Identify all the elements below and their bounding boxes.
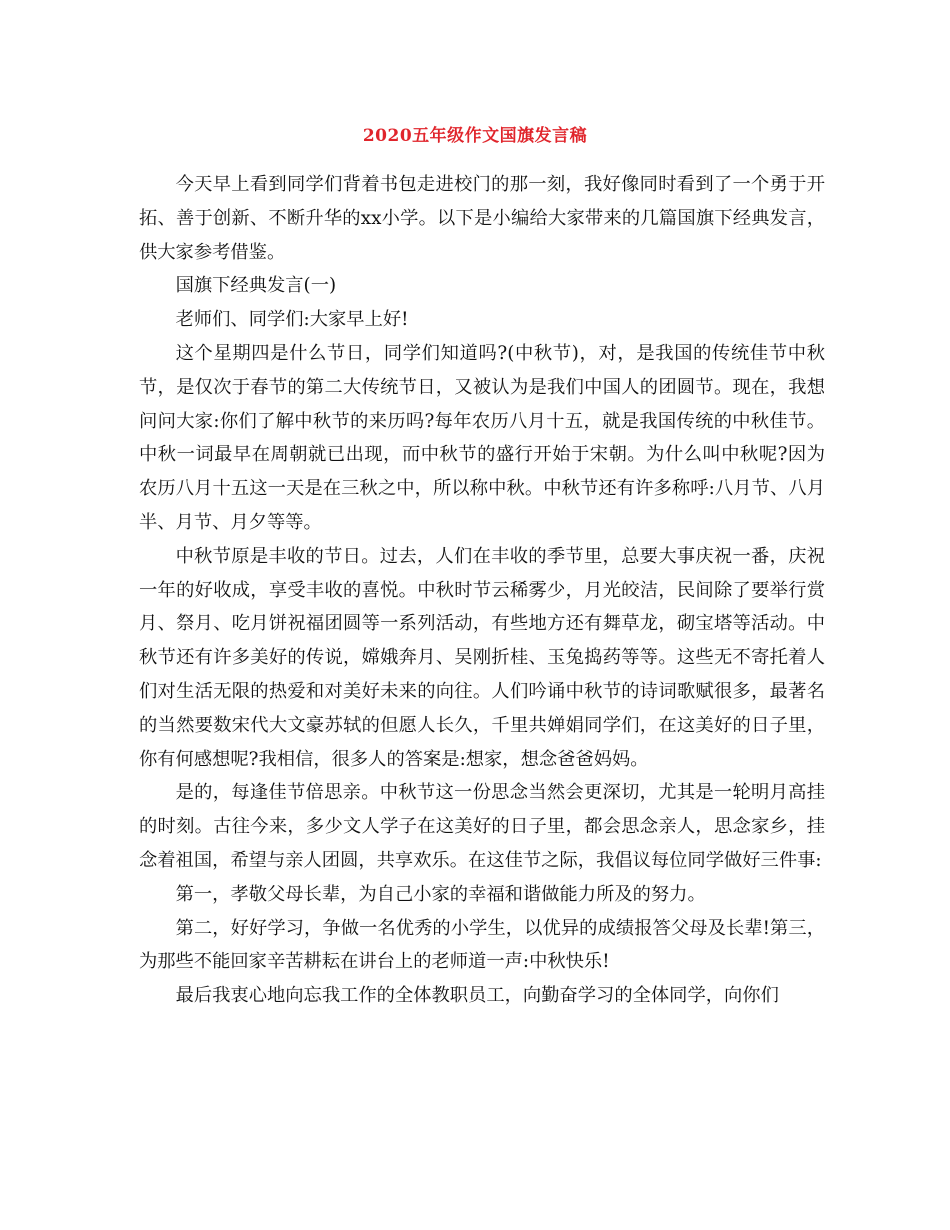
paragraph-mid-autumn-origin: 这个星期四是什么节日，同学们知道吗?(中秋节)，对，是我国的传统佳节中秋节，是仅次于春节的第二大传统节日，又被认为是我们中国人的团圆节。现在，我想问问大家:你们了解中秋节的来历吗?每年农历八月十五，就是我国传统的中秋佳节。中秋一词最早在周朝就已出现，而中秋节的盛行开始于宋朝。为什么叫中秋呢?因为农历八月十五这一天是在三秋之中，所以称中秋。中秋节还有许多称呼:八月节、八月半、月节、月夕等等。 (139, 342, 825, 533)
document-title: 2020五年级作文国旗发言稿 (362, 126, 588, 146)
paragraph-greeting: 老师们、同学们:大家早上好! (175, 309, 409, 331)
document-body (139, 168, 825, 1013)
paragraph-speech-heading: 国旗下经典发言(一) (175, 275, 337, 297)
paragraph-missing-family: 是的，每逢佳节倍思亲。中秋节这一份思念当然会更深切，尤其是一轮明月高挂的时刻。古往今来，多少文人学子在这美好的日子里，都会思念亲人，思念家乡，挂念着祖国，希望与亲人团圆，共享欢乐。在这佳节之际，我倡议每位同学做好三件事: (139, 782, 825, 871)
paragraph-intro: 今天早上看到同学们背着书包走进校门的那一刻，我好像同时看到了一个勇于开拓、善于创新、不断升华的xx小学。以下是小编给大家带来的几篇国旗下经典发言，供大家参考借鉴。 (139, 174, 825, 263)
paragraph-closing: 最后我衷心地向忘我工作的全体教职员工，向勤奋学习的全体同学，向你们 (175, 985, 779, 1007)
paragraph-first-thing: 第一，孝敬父母长辈，为自己小家的幸福和谐做能力所及的努力。 (175, 883, 706, 905)
paragraph-second-third-thing: 第二，好好学习，争做一名优秀的小学生，以优异的成绩报答父母及长辈!第三，为那些不能回家辛苦耕耘在讲台上的老师道一声:中秋快乐! (139, 917, 825, 973)
paragraph-harvest-festival: 中秋节原是丰收的节日。过去，人们在丰收的季节里，总要大事庆祝一番，庆祝一年的好收成，享受丰收的喜悦。中秋时节云稀雾少，月光皎洁，民间除了要举行赏月、祭月、吃月饼祝福团圆等一系列活动，有些地方还有舞草龙，砌宝塔等活动。中秋节还有许多美好的传说，嫦娥奔月、吴刚折桂、玉兔捣药等等。这些无不寄托着人们对生活无限的热爱和对美好未来的向往。人们吟诵中秋节的诗词歌赋很多，最著名的当然要数宋代大文豪苏轼的但愿人长久，千里共婵娟同学们，在这美好的日子里，你有何感想呢?我相信，很多人的答案是:想家，想念爸爸妈妈。 (139, 545, 825, 770)
